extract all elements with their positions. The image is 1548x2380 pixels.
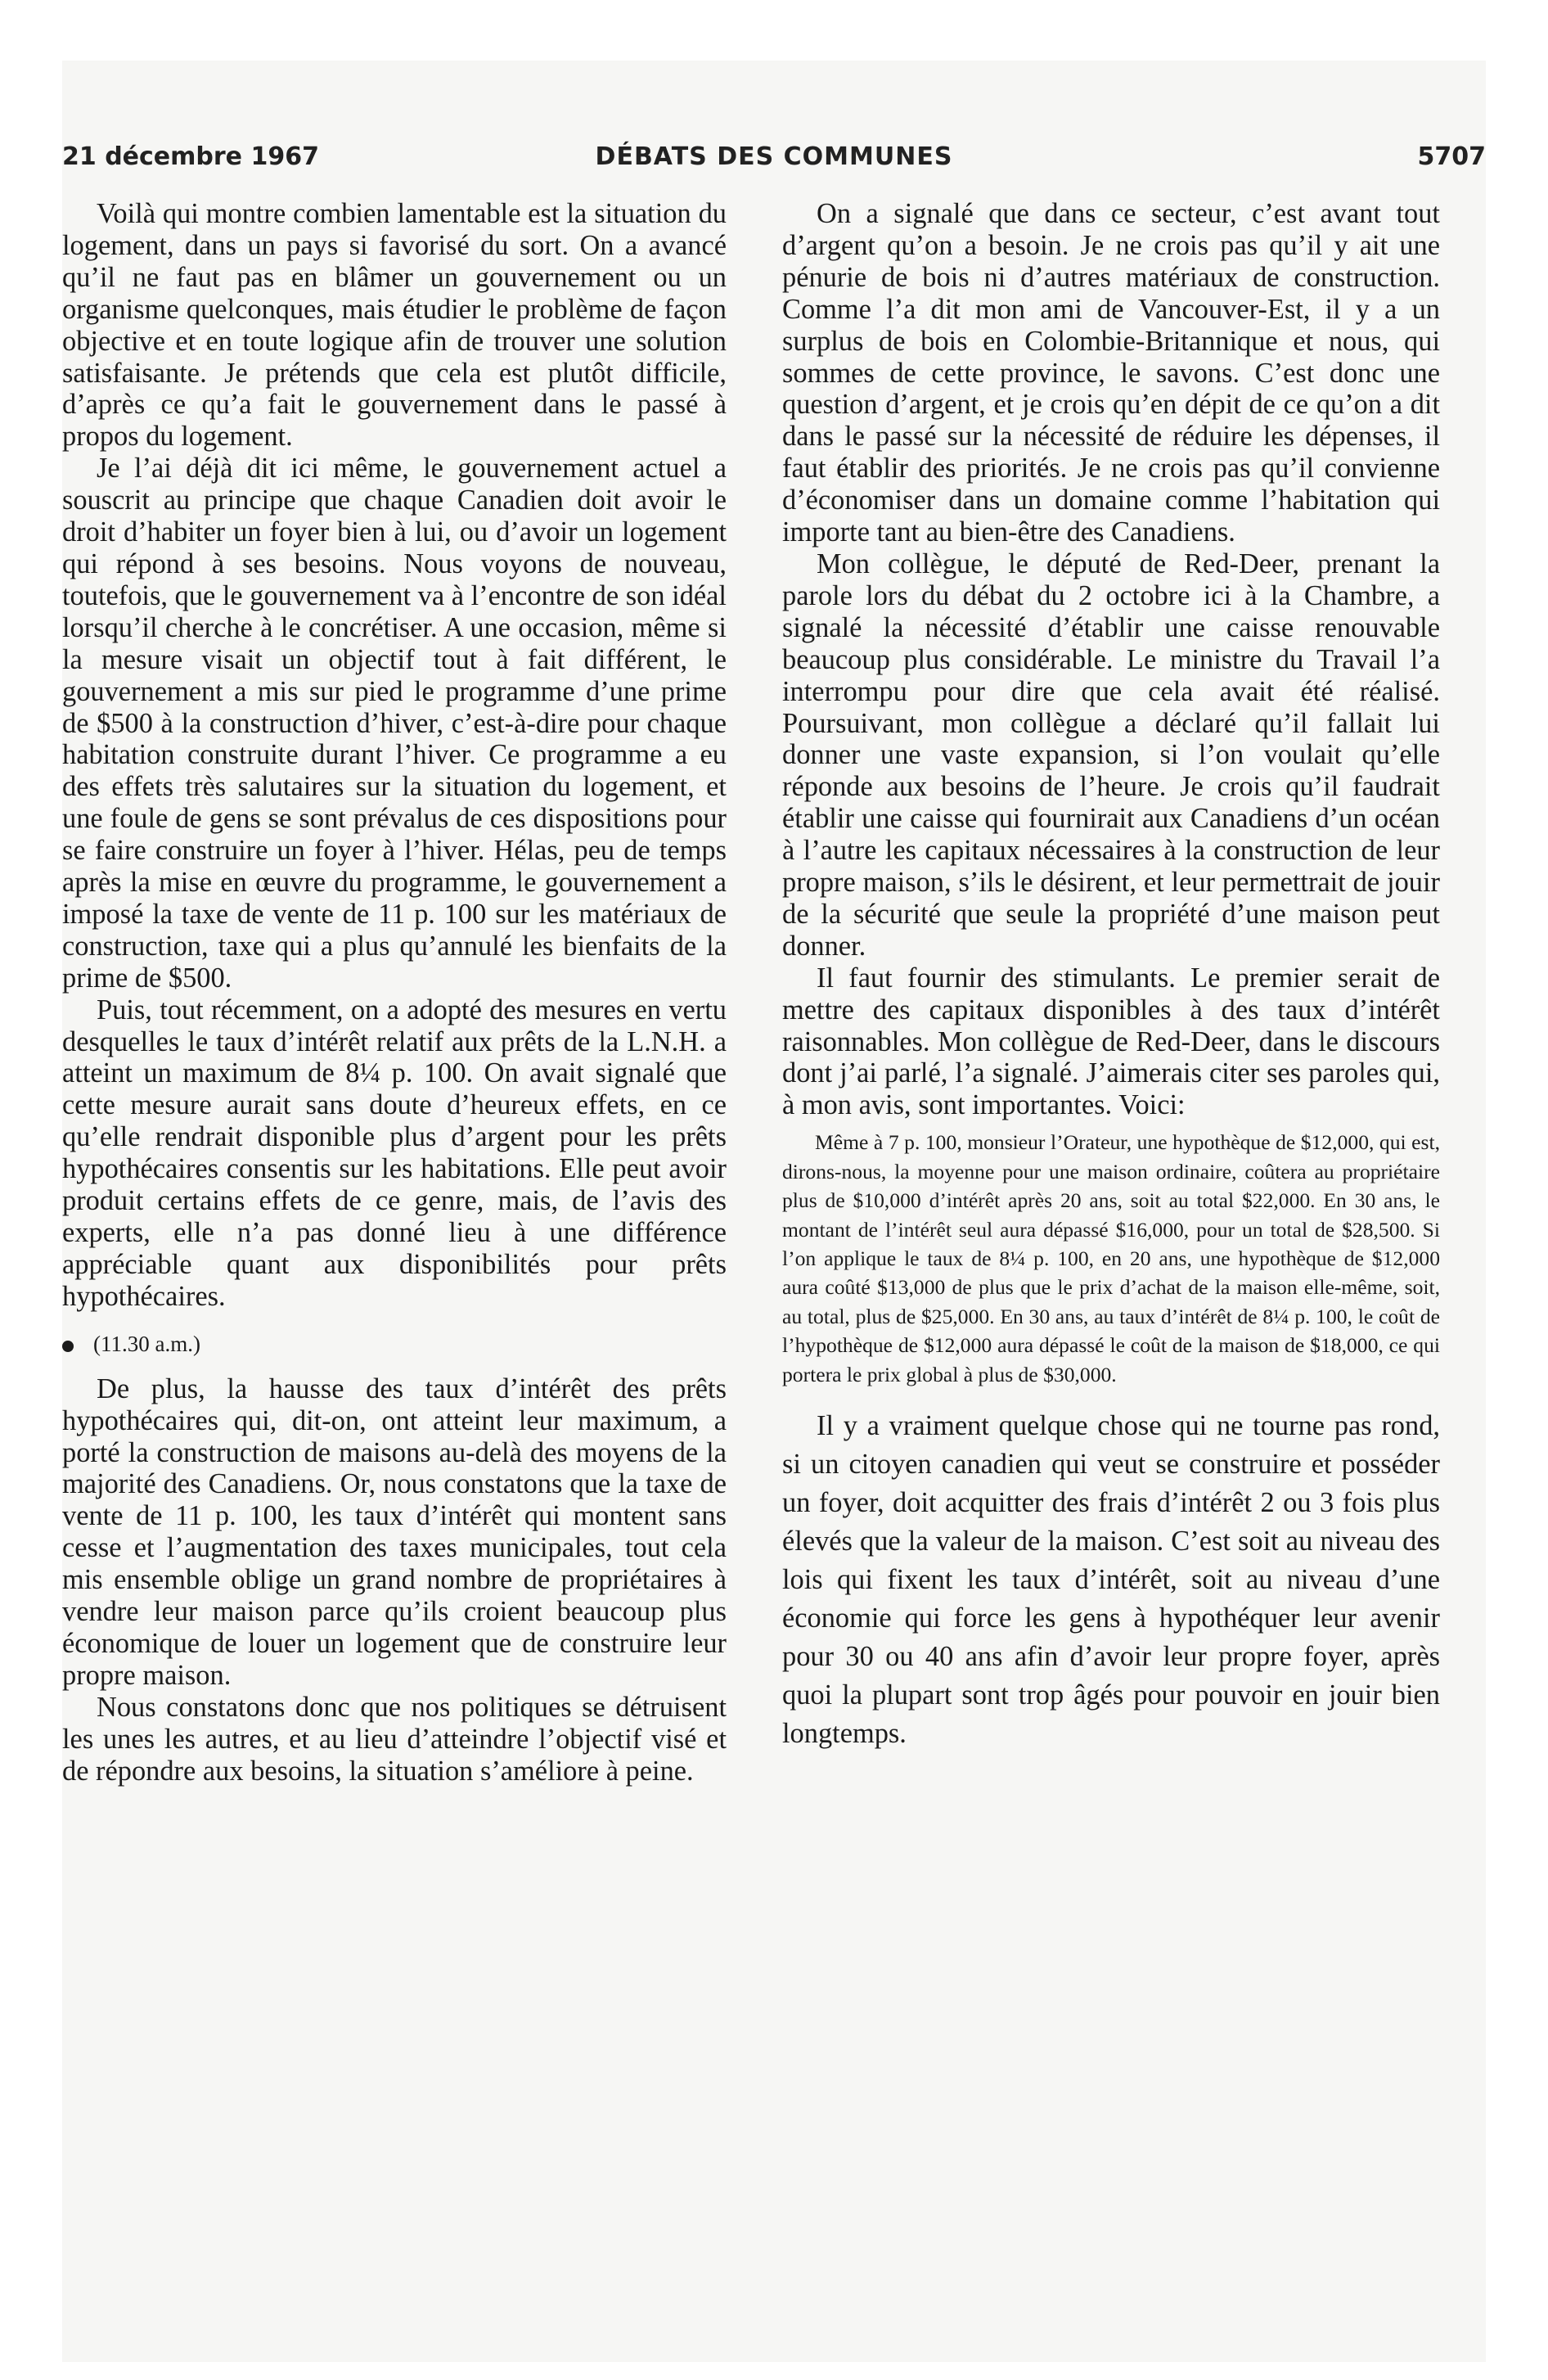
paragraph: De plus, la hausse des taux d’intérêt des prêts hypothécaires qui, dit-on, ont atteint leur maximum, a porté la construction de maisons au-delà des moyens de la majorité des Canadiens. Or, nous constatons que la taxe de vente de 11 p. 100, les taux d’intérêt qui montent sans cesse et l’augmentation des taxes municipales, tout cela mis ensemble oblige un grand nombre de propriétaires à vendre leur maison parce qu’ils croient beaucoup plus économique de louer un logement que de construire leur propre maison. — [62, 1373, 727, 1691]
page — [62, 61, 1486, 2362]
paragraph: Mon collègue, le député de Red-Deer, prenant la parole lors du débat du 2 octobre ici à la Chambre, a signalé la nécessité d’établir une caisse renouvable beaucoup plus considérable. Le ministre du Travail l’a interrompu pour dire que cela avait été réalisé. Poursuivant, mon collègue a déclaré qu’il fallait lui donner une vaste expansion, si l’on voulait qu’elle réponde aux besoins de l’heure. Je crois qu’il faudrait établir une caisse qui fournirait aux Canadiens d’un océan à l’autre les capitaux nécessaires à la construction de leur propre maison, s’ils le désirent, et leur permettrait de jouir de la sécurité que seule la propriété d’une maison peut donner. — [782, 548, 1440, 962]
paragraph: Il y a vraiment quelque chose qui ne tourne pas rond, si un citoyen canadien qui veut se construire et posséder un foyer, doit acquitter des frais d’intérêt 2 ou 3 fois plus élevés que la valeur de la maison. C’est soit au niveau des lois qui fixent les taux d’intérêt, soit au niveau d’une économie qui force les gens à hypothéquer leur avenir pour 30 ou 40 ans afin d’avoir leur propre foyer, après quoi la plupart sont trop âgés pour pouvoir en jouir bien longtemps. — [782, 1409, 1440, 1749]
paragraph: Il faut fournir des stimulants. Le premier serait de mettre des capitaux disponibles à des taux d’intérêt raisonnables. Mon collègue de Red-Deer, dans le discours dont j’ai parlé, l’a signalé. J’aimerais citer ses paroles qui, à mon avis, sont importantes. Voici: — [782, 962, 1440, 1121]
header-title: DÉBATS DES COMMUNES — [595, 142, 953, 171]
paragraph: Je l’ai déjà dit ici même, le gouvernement actuel a souscrit au principe que chaque Canadien doit avoir le droit d’habiter un foyer bien à lui, ou d’avoir un logement qui répond à ses besoins. Nous voyons de nouveau, toutefois, que le gouvernement va à l’encontre de son idéal lorsqu’il cherche à le concrétiser. A une occasion, même si la mesure visait un objectif tout à fait différent, le gouvernement a mis sur pied le programme d’une prime de $500 à la construction d’hiver, c’est-à-dire pour chaque habitation construite durant l’hiver. Ce programme a eu des effets très salutaires sur la situation du logement, et une foule de gens se sont prévalus de ces dispositions pour se faire construire un foyer à l’hiver. Hélas, peu de temps après la mise en œuvre du programme, le gouvernement a imposé la taxe de vente de 11 p. 100 sur les matériaux de construction, taxe qui a plus qu’annulé les bienfaits de la prime de $500. — [62, 453, 727, 994]
paragraph: Voilà qui montre combien lamentable est la situation du logement, dans un pays si favorisé du sort. On a avancé qu’il ne faut pas en blâmer un gouvernement ou un organisme quelconques, mais étudier le problème de façon objective et en toute logique afin de trouver une solution satisfaisante. Je prétends que cela est plutôt difficile, d’après ce qu’a fait le gouvernement dans le passé à propos du logement. — [62, 198, 727, 453]
time-marker — [62, 1327, 727, 1360]
page-header — [62, 142, 1486, 183]
right-column — [782, 198, 1440, 1753]
header-date: 21 décembre 1967 — [62, 142, 319, 171]
paragraph: Nous constatons donc que nos politiques se détruisent les unes les autres, et au lieu d’atteindre l’objectif visé et de répondre aux besoins, la situation s’améliore à peine. — [62, 1691, 727, 1787]
paragraph: On a signalé que dans ce secteur, c’est avant tout d’argent qu’on a besoin. Je ne crois pas qu’il y ait une pénurie de bois ni d’autres matériaux de construction. Comme l’a dit mon ami de Vancouver-Est, il y a un surplus de bois en Colombie-Britannique et nous, qui sommes de cette province, le savons. C’est donc une question d’argent, et je crois qu’en dépit de ce qu’on a dit dans le passé sur la nécessité de réduire les dépenses, il faut établir des priorités. Je ne crois pas qu’il convienne d’économiser dans un domaine comme l’habitation qui importe tant au bien-être des Canadiens. — [782, 198, 1440, 548]
bullet-icon — [62, 1341, 74, 1352]
time-stamp: (11.30 a.m.) — [93, 1331, 200, 1356]
left-column — [62, 198, 727, 1787]
block-quote: Même à 7 p. 100, monsieur l’Orateur, une hypothèque de $12,000, qui est, dirons-nous, la moyenne pour une maison ordinaire, coûtera au propriétaire plus de $10,000 d’intérêt après 20 ans, soit au total $22,000. En 30 ans, le montant de l’intérêt seul aura dépassé $16,000, pour un total de $28,500. Si l’on applique le taux de 8¼ p. 100, en 20 ans, une hypothèque de $12,000 aura coûté $13,000 de plus que le prix d’achat de la maison elle-même, soit, au total, plus de $25,000. En 30 ans, au taux d’intérêt de 8¼ p. 100, le coût de l’hypothèque de $12,000 aura dépassé le coût de la maison de $18,000, ce qui portera le prix global à plus de $30,000. — [782, 1130, 1440, 1386]
page-number: 5707 — [1417, 142, 1486, 171]
paragraph: Puis, tout récemment, on a adopté des mesures en vertu desquelles le taux d’intérêt relatif aux prêts de la L.N.H. a atteint un maximum de 8¼ p. 100. On avait signalé que cette mesure aurait sans doute d’heureux effets, en ce qu’elle rendrait disponible plus d’argent pour les prêts hypothécaires consentis sur les habitations. Elle peut avoir produit certains effets de ce genre, mais, de l’avis des experts, elle n’a pas donné lieu à une différence appréciable quant aux disponibilités pour prêts hypothécaires. — [62, 994, 727, 1312]
